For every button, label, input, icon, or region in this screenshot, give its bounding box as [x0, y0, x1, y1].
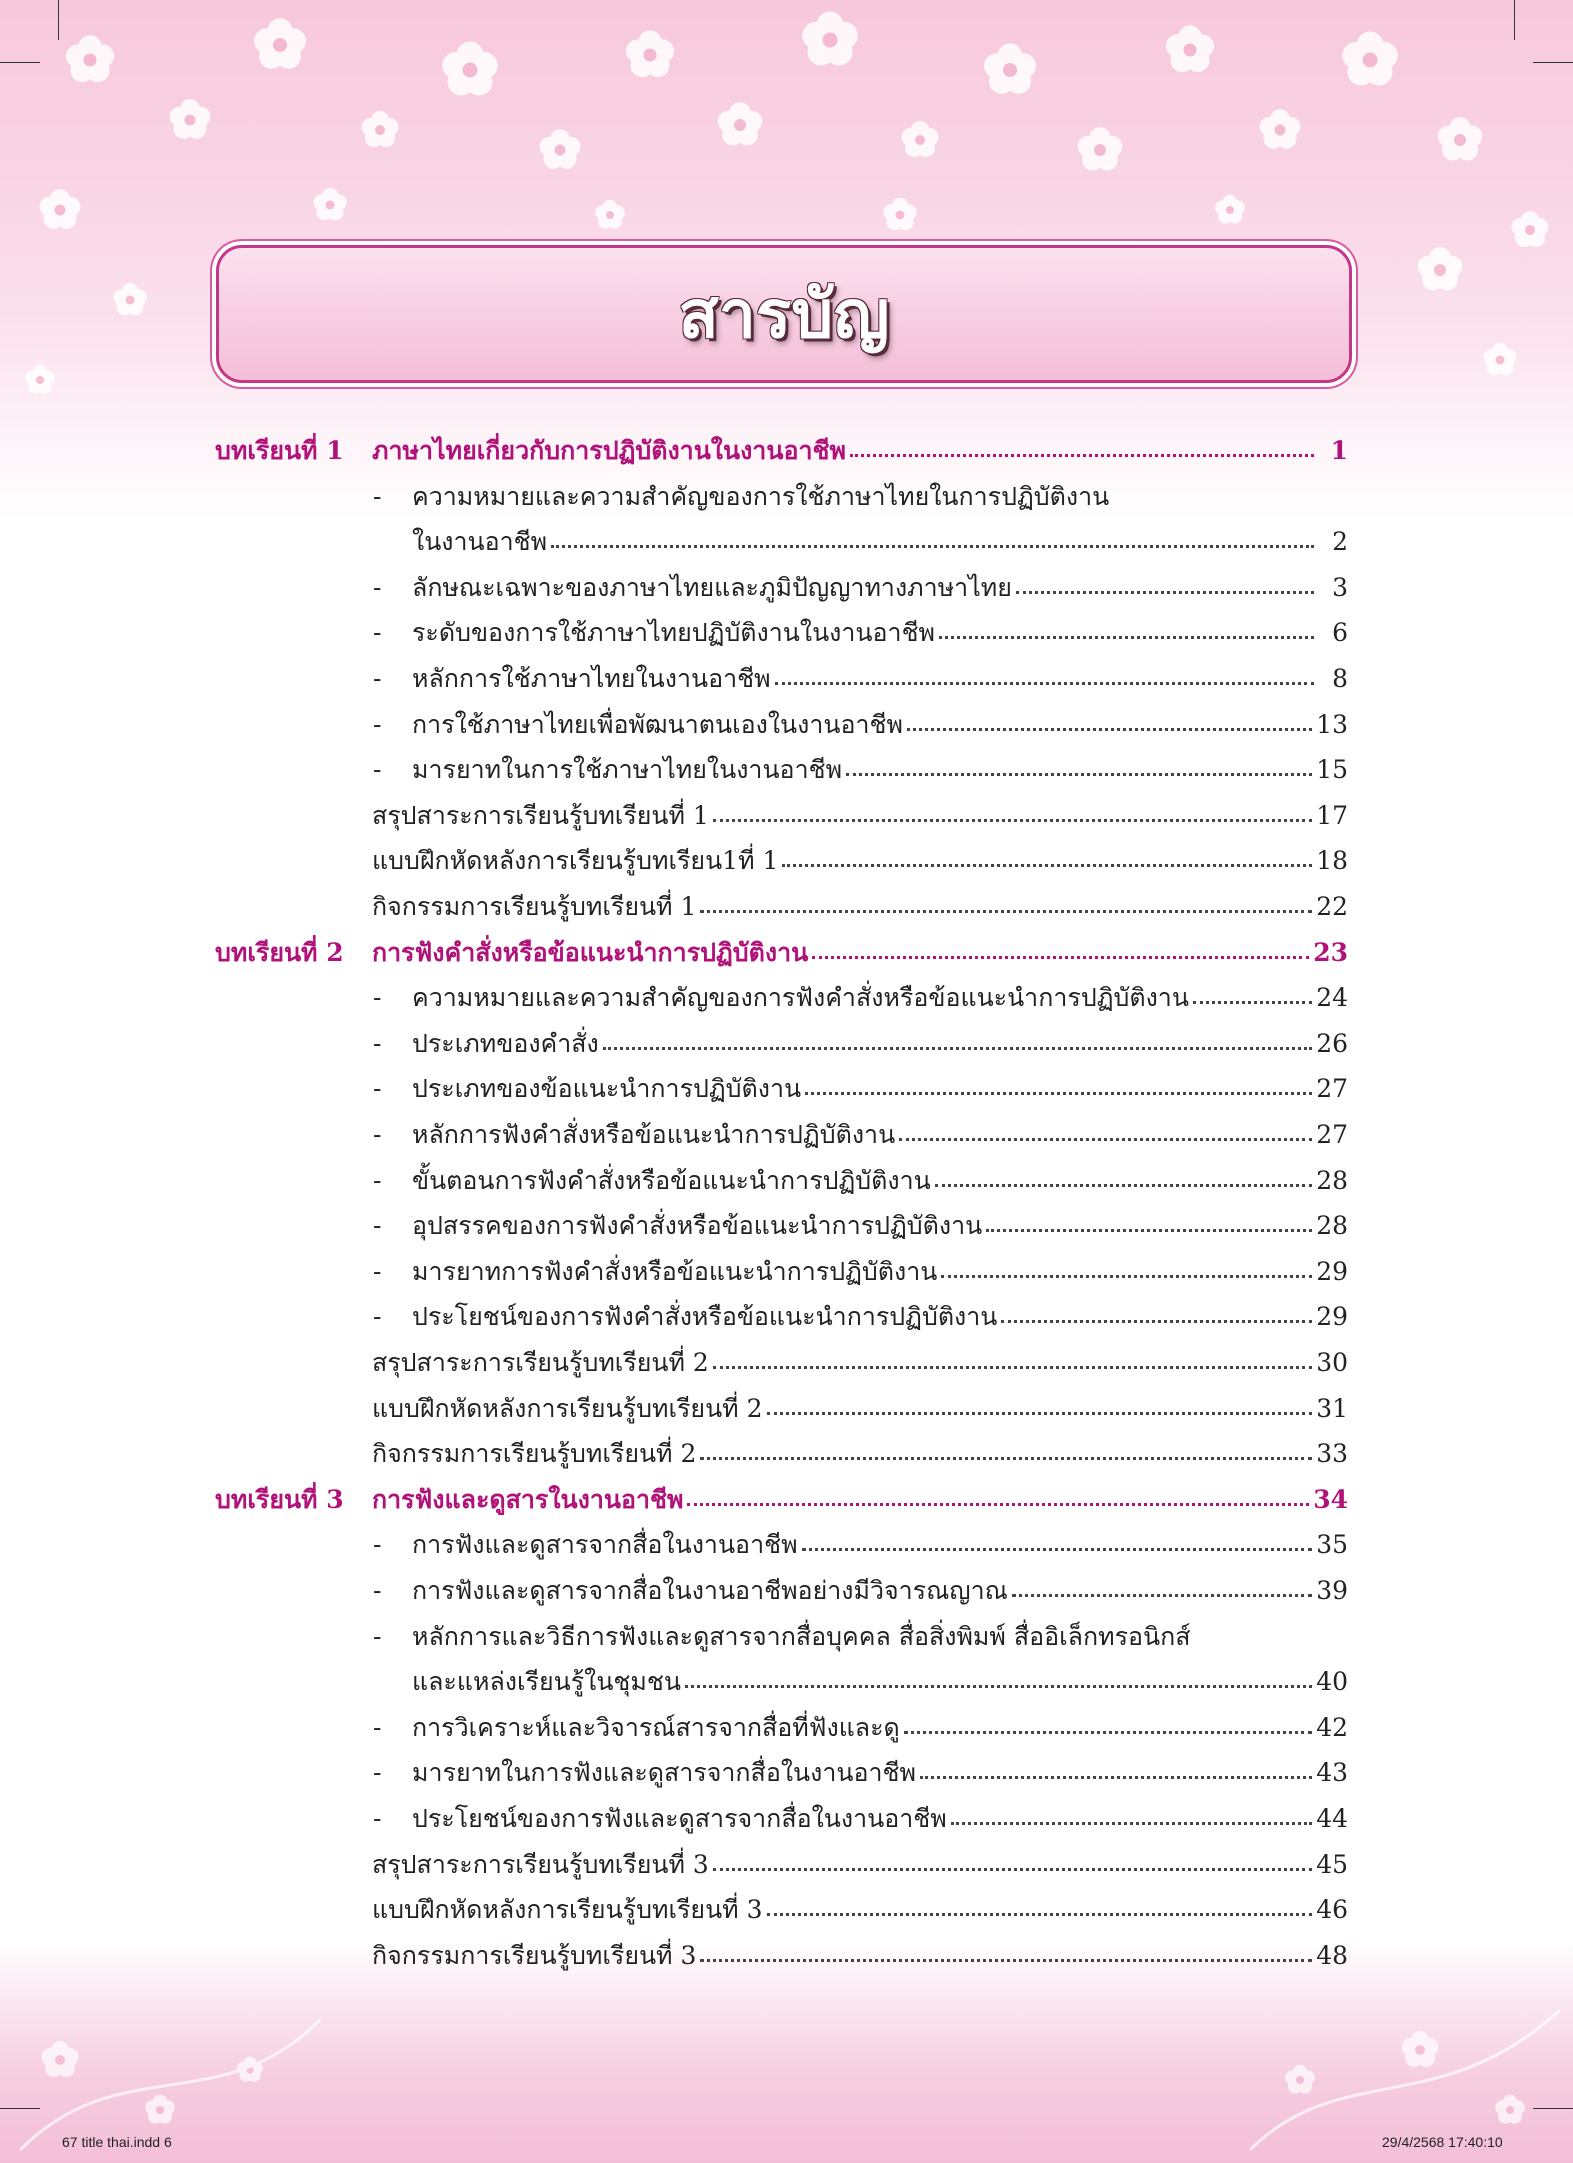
dot-leader	[687, 1503, 1309, 1506]
bullet-dash: -	[373, 1165, 382, 1195]
bullet-dash: -	[373, 1256, 382, 1286]
title-banner	[216, 245, 1352, 383]
toc-item-page: 28	[1316, 1165, 1348, 1195]
toc-item-text: แบบฝึกหัดหลังการเรียนรู้บทเรียนที่ 2	[372, 1393, 763, 1423]
toc-item-page: 2	[1332, 527, 1348, 557]
dot-leader	[700, 1457, 1312, 1460]
dot-leader	[802, 1548, 1313, 1551]
toc-item-text-continued: และแหล่งเรียนรู้ในชุมชน	[412, 1667, 681, 1697]
chapter-page: 23	[1313, 937, 1348, 967]
toc-item-page: 13	[1316, 709, 1348, 739]
toc-item-row	[372, 1381, 1348, 1421]
toc-item-page: 45	[1316, 1849, 1348, 1879]
dot-leader	[603, 1047, 1312, 1050]
dot-leader	[941, 1275, 1312, 1278]
toc-item-row	[412, 514, 1348, 557]
chapter-row	[372, 1472, 1348, 1512]
toc-item-page: 17	[1316, 800, 1348, 830]
bullet-dash: -	[373, 983, 382, 1013]
toc-item-row	[412, 1563, 1348, 1603]
toc-item-page: 29	[1316, 1302, 1348, 1332]
footer-file-info: 67 title thai.indd 6	[62, 2134, 172, 2150]
dot-leader	[1016, 591, 1314, 594]
dot-leader	[805, 1092, 1312, 1095]
toc-item-text: การใช้ภาษาไทยเพื่อพัฒนาตนเองในงานอาชีพ	[412, 709, 903, 739]
toc-item-text: การฟังและดูสารจากสื่อในงานอาชีพ	[412, 1530, 798, 1560]
dot-leader	[935, 1184, 1312, 1187]
toc-item-text: ประเภทของข้อแนะนำการปฏิบัติงาน	[412, 1074, 802, 1104]
bullet-dash: -	[373, 1120, 382, 1149]
toc-item-page: 8	[1332, 664, 1348, 693]
dot-leader	[904, 1731, 1312, 1734]
toc-item-row	[412, 1745, 1348, 1788]
dot-leader	[986, 1229, 1312, 1232]
chapter-row	[372, 925, 1348, 965]
chapter-number: บทเรียนที่ 2	[215, 937, 344, 967]
toc-item-text: ความหมายและความสำคัญของการฟังคำสั่งหรือข้อแนะนำการปฏิบัติงาน	[412, 983, 1189, 1013]
toc-item-text: ประเภทของคำสั่ง	[412, 1028, 599, 1058]
toc-item-row	[412, 1107, 1348, 1147]
toc-item-text: กิจกรรมการเรียนรู้บทเรียนที่ 1	[372, 892, 697, 921]
toc-item-row	[372, 1837, 1348, 1877]
toc-item-page: 39	[1316, 1576, 1348, 1605]
toc-item-text: หลักการใช้ภาษาไทยในงานอาชีพ	[412, 664, 771, 693]
chapter-number: บทเรียนที่ 1	[215, 436, 344, 465]
chapter-row	[372, 423, 1348, 463]
dot-leader	[1001, 1320, 1312, 1323]
toc-item-text: สรุปสาระการเรียนรู้บทเรียนที่ 1	[372, 800, 709, 830]
chapter-page: 1	[1330, 436, 1348, 465]
bullet-dash: -	[373, 1758, 382, 1788]
toc-item-row	[412, 742, 1348, 785]
bullet-dash: -	[373, 481, 382, 511]
toc-item-page: 28	[1316, 1211, 1348, 1241]
dot-leader	[782, 864, 1312, 867]
bullet-dash: -	[373, 618, 382, 648]
toc-item-page: 35	[1316, 1530, 1348, 1560]
dot-leader	[939, 636, 1314, 639]
toc-item-page: 26	[1316, 1028, 1348, 1058]
toc-item-row	[412, 1654, 1348, 1697]
dot-leader	[920, 1776, 1312, 1779]
toc-item-text: มารยาทการฟังคำสั่งหรือข้อแนะนำการปฏิบัติงาน	[412, 1256, 938, 1286]
bullet-dash: -	[373, 1302, 382, 1332]
toc-item-page: 46	[1316, 1895, 1348, 1925]
bullet-dash: -	[373, 1576, 382, 1605]
toc-item-text: สรุปสาระการเรียนรู้บทเรียนที่ 2	[372, 1348, 709, 1377]
crop-mark	[0, 2108, 40, 2109]
toc-item-page: 42	[1316, 1712, 1348, 1742]
dot-leader	[899, 1138, 1312, 1141]
dot-leader	[700, 1959, 1312, 1962]
toc-item-row	[412, 1289, 1348, 1332]
toc-item-page: 30	[1316, 1348, 1348, 1377]
toc-item-page: 22	[1316, 892, 1348, 921]
toc-item-page: 43	[1316, 1758, 1348, 1788]
dot-leader	[951, 1822, 1312, 1825]
dot-leader	[551, 545, 1314, 548]
toc-item-row	[412, 1517, 1348, 1560]
dot-leader	[775, 682, 1314, 685]
bullet-dash: -	[373, 755, 382, 785]
crop-mark	[1533, 2108, 1573, 2109]
dot-leader	[700, 910, 1312, 913]
dot-leader	[767, 1412, 1313, 1415]
toc-item-page: 27	[1316, 1074, 1348, 1104]
dot-leader	[713, 819, 1312, 822]
dot-leader	[713, 1366, 1312, 1369]
toc-item-row	[412, 605, 1348, 648]
toc-item-row	[412, 1700, 1348, 1740]
toc-item-text: การฟังและดูสารจากสื่อในงานอาชีพอย่างมีวิจารณญาณ	[412, 1576, 1008, 1605]
toc-item-text: ลักษณะเฉพาะของภาษาไทยและภูมิปัญญาทางภาษาไทย	[412, 572, 1012, 602]
toc-item-text: หลักการฟังคำสั่งหรือข้อแนะนำการปฏิบัติงาน	[412, 1120, 896, 1149]
toc-item-row	[412, 1016, 1348, 1056]
toc-item-page: 44	[1316, 1804, 1348, 1833]
chapter-title: การฟังและดูสารในงานอาชีพ	[372, 1484, 684, 1514]
dot-leader	[1012, 1594, 1312, 1597]
toc-item-text: สรุปสาระการเรียนรู้บทเรียนที่ 3	[372, 1849, 709, 1879]
toc-item-row	[372, 1426, 1348, 1469]
toc-item-text: มารยาทในการฟังและดูสารจากสื่อในงานอาชีพ	[412, 1758, 916, 1788]
toc-item-row	[412, 1153, 1348, 1193]
bullet-dash: -	[373, 1074, 382, 1104]
crop-mark	[0, 62, 40, 63]
toc-item-row	[372, 1335, 1348, 1375]
toc-item-row	[412, 697, 1348, 737]
bullet-dash: -	[373, 1530, 382, 1560]
dot-leader	[812, 956, 1309, 959]
bullet-dash: -	[373, 1028, 382, 1058]
chapter-number: บทเรียนที่ 3	[215, 1484, 344, 1514]
bullet-dash: -	[373, 572, 382, 602]
bullet-dash: -	[373, 664, 382, 693]
toc-item-page: 6	[1332, 618, 1348, 648]
toc-item-page: 15	[1316, 755, 1348, 785]
toc-item-text: การวิเคราะห์และวิจารณ์สารจากสื่อที่ฟังและดู	[412, 1712, 900, 1742]
toc-item-text: กิจกรรมการเรียนรู้บทเรียนที่ 3	[372, 1940, 697, 1970]
toc-item-text: อุปสรรคของการฟังคำสั่งหรือข้อแนะนำการปฏิบัติงาน	[412, 1211, 983, 1241]
toc-item-row	[412, 651, 1348, 691]
toc-item-row	[412, 1244, 1348, 1284]
toc-item-text: กิจกรรมการเรียนรู้บทเรียนที่ 2	[372, 1439, 697, 1469]
crop-mark	[1514, 0, 1515, 40]
toc-item-row	[412, 1061, 1348, 1104]
toc-item-row	[372, 788, 1348, 828]
dot-leader	[685, 1685, 1312, 1688]
chapter-page: 34	[1313, 1484, 1348, 1514]
dot-leader	[1193, 1001, 1312, 1004]
bullet-dash: -	[373, 1712, 382, 1742]
crop-mark	[58, 0, 59, 40]
footer-timestamp: 29/4/2568 17:40:10	[1382, 2134, 1503, 2150]
crop-mark	[1533, 62, 1573, 63]
toc-item-row	[412, 1791, 1348, 1831]
toc-item-page: 29	[1316, 1256, 1348, 1286]
toc-item-text: ระดับของการใช้ภาษาไทยปฏิบัติงานในงานอาชีพ	[412, 618, 936, 648]
toc-item-text: แบบฝึกหัดหลังการเรียนรู้บทเรียนที่ 3	[372, 1895, 763, 1925]
toc-item-page: 48	[1316, 1940, 1348, 1970]
page-title: สารบัญ	[678, 275, 890, 353]
toc-item-row	[412, 560, 1348, 600]
toc-item-page: 40	[1316, 1667, 1348, 1697]
toc-item-text: แบบฝึกหัดหลังการเรียนรู้บทเรียน1ที่ 1	[372, 846, 779, 876]
bullet-dash: -	[373, 1211, 382, 1241]
toc-item-page: 31	[1316, 1393, 1348, 1423]
toc-item-text: หลักการและวิธีการฟังและดูสารจากสื่อบุคคล สื่อสิ่งพิมพ์ สื่ออิเล็กทรอนิกส์	[412, 1621, 1191, 1651]
toc-item-text-continued: ในงานอาชีพ	[412, 527, 548, 557]
toc-item-row	[412, 1198, 1348, 1241]
toc-item-row	[372, 833, 1348, 876]
bullet-dash: -	[373, 1804, 382, 1833]
dot-leader	[846, 773, 1312, 776]
toc-item-page: 18	[1316, 846, 1348, 876]
bullet-dash: -	[373, 709, 382, 739]
toc-item-row	[412, 970, 1348, 1013]
toc-item-row	[372, 1882, 1348, 1925]
toc-item-page: 27	[1316, 1120, 1348, 1149]
dot-leader	[767, 1913, 1313, 1916]
toc-item-text: ความหมายและความสำคัญของการใช้ภาษาไทยในการปฏิบัติงาน	[412, 481, 1110, 511]
dot-leader	[713, 1868, 1312, 1871]
chapter-title: ภาษาไทยเกี่ยวกับการปฏิบัติงานในงานอาชีพ	[372, 436, 846, 465]
toc-item-text: ประโยชน์ของการฟังคำสั่งหรือข้อแนะนำการปฏิบัติงาน	[412, 1302, 998, 1332]
dot-leader	[907, 728, 1312, 731]
chapter-title: การฟังคำสั่งหรือข้อแนะนำการปฏิบัติงาน	[372, 937, 809, 967]
toc-item-text: ขั้นตอนการฟังคำสั่งหรือข้อแนะนำการปฏิบัติงาน	[412, 1165, 931, 1195]
bullet-dash: -	[373, 1621, 382, 1651]
toc-item-page: 24	[1316, 983, 1348, 1013]
dot-leader	[850, 454, 1314, 457]
toc-item-row	[372, 1928, 1348, 1968]
toc-item-page: 3	[1332, 572, 1348, 602]
toc-item-text: มารยาทในการใช้ภาษาไทยในงานอาชีพ	[412, 755, 843, 785]
toc-item-row	[372, 879, 1348, 919]
toc-item-text: ประโยชน์ของการฟังและดูสารจากสื่อในงานอาชีพ	[412, 1804, 947, 1833]
toc-item-page: 33	[1316, 1439, 1348, 1469]
